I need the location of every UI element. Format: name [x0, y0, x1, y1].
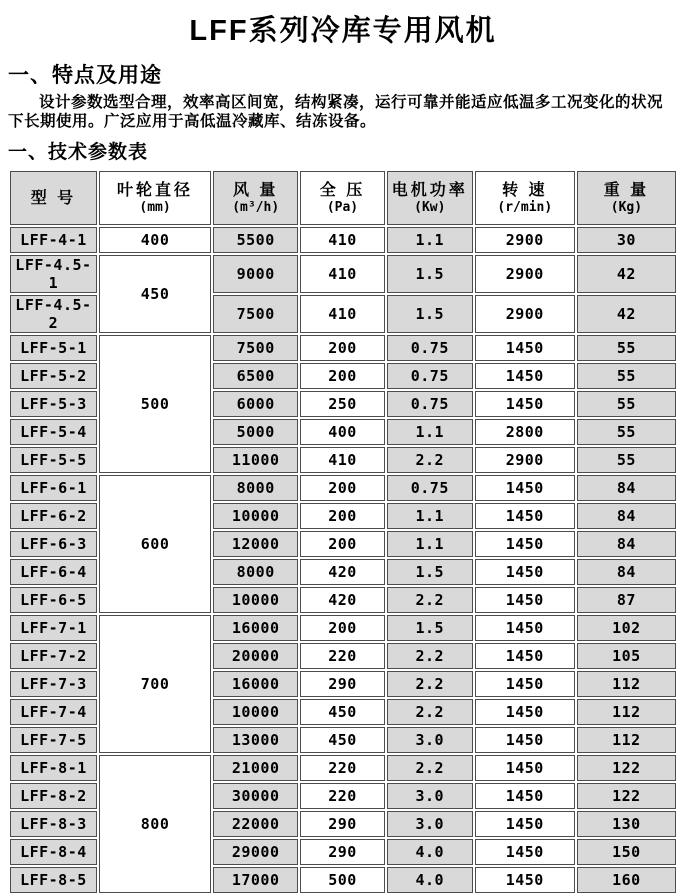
power-cell: 0.75 — [387, 335, 473, 361]
col-header-unit: (Pa) — [326, 200, 359, 215]
airflow-cell: 10000 — [213, 699, 298, 725]
model-cell: LFF-7-3 — [10, 671, 97, 697]
power-cell: 3.0 — [387, 811, 473, 837]
table-row — [10, 615, 676, 641]
power-cell: 2.2 — [387, 447, 473, 473]
speed-cell: 1450 — [475, 811, 575, 837]
speed-cell: 2900 — [475, 295, 575, 333]
pressure-cell: 450 — [300, 727, 385, 753]
weight-cell: 112 — [577, 699, 676, 725]
col-header-pressure — [300, 171, 385, 225]
weight-cell: 150 — [577, 839, 676, 865]
spec-table-body — [10, 227, 676, 893]
airflow-cell: 5000 — [213, 419, 298, 445]
pressure-cell: 500 — [300, 867, 385, 893]
diameter-cell: 450 — [99, 255, 211, 333]
diameter-cell: 800 — [99, 755, 211, 893]
col-header-unit: (r/min) — [497, 200, 553, 215]
power-cell: 4.0 — [387, 839, 473, 865]
col-header-model — [10, 171, 97, 225]
weight-cell: 130 — [577, 811, 676, 837]
airflow-cell: 6000 — [213, 391, 298, 417]
model-cell: LFF-6-2 — [10, 503, 97, 529]
power-cell: 2.2 — [387, 755, 473, 781]
airflow-cell: 30000 — [213, 783, 298, 809]
col-header-speed — [475, 171, 575, 225]
airflow-cell: 29000 — [213, 839, 298, 865]
speed-cell: 1450 — [475, 391, 575, 417]
pressure-cell: 290 — [300, 671, 385, 697]
diameter-cell: 500 — [99, 335, 211, 473]
power-cell: 4.0 — [387, 867, 473, 893]
col-header-label: 转 速 — [502, 182, 548, 199]
weight-cell: 112 — [577, 727, 676, 753]
airflow-cell: 17000 — [213, 867, 298, 893]
airflow-cell: 16000 — [213, 671, 298, 697]
model-cell: LFF-4.5-1 — [10, 255, 97, 293]
airflow-cell: 10000 — [213, 503, 298, 529]
pressure-cell: 420 — [300, 587, 385, 613]
pressure-cell: 200 — [300, 531, 385, 557]
power-cell: 3.0 — [387, 783, 473, 809]
airflow-cell: 20000 — [213, 643, 298, 669]
weight-cell: 84 — [577, 531, 676, 557]
col-header-label: 重 量 — [603, 182, 650, 199]
airflow-cell: 8000 — [213, 559, 298, 585]
power-cell: 1.5 — [387, 295, 473, 333]
col-header-label: 电机功率 — [391, 182, 468, 199]
col-header-power — [387, 171, 473, 225]
speed-cell: 1450 — [475, 783, 575, 809]
model-cell: LFF-7-2 — [10, 643, 97, 669]
model-cell: LFF-6-5 — [10, 587, 97, 613]
spec-table-header — [10, 171, 676, 225]
model-cell: LFF-8-4 — [10, 839, 97, 865]
pressure-cell: 410 — [300, 255, 385, 293]
speed-cell: 1450 — [475, 363, 575, 389]
header-row — [10, 171, 676, 225]
speed-cell: 1450 — [475, 531, 575, 557]
weight-cell: 42 — [577, 255, 676, 293]
pressure-cell: 200 — [300, 475, 385, 501]
pressure-cell: 200 — [300, 503, 385, 529]
table-row — [10, 227, 676, 253]
weight-cell: 112 — [577, 671, 676, 697]
speed-cell: 1450 — [475, 503, 575, 529]
pressure-cell: 250 — [300, 391, 385, 417]
weight-cell: 55 — [577, 335, 676, 361]
model-cell: LFF-6-1 — [10, 475, 97, 501]
col-header-label: 风 量 — [232, 182, 279, 199]
speed-cell: 1450 — [475, 671, 575, 697]
features-paragraph: 设计参数选型合理，效率高区间宽，结构紧凑，运行可靠并能适应低温多工况变化的状况下长期使用。广泛应用于高低温冷藏库、结冻设备。 — [8, 94, 664, 130]
model-cell: LFF-5-2 — [10, 363, 97, 389]
power-cell: 2.2 — [387, 643, 473, 669]
col-header-unit: (mm) — [139, 200, 171, 215]
speed-cell: 1450 — [475, 587, 575, 613]
model-cell: LFF-6-3 — [10, 531, 97, 557]
airflow-cell: 21000 — [213, 755, 298, 781]
weight-cell: 122 — [577, 755, 676, 781]
pressure-cell: 450 — [300, 699, 385, 725]
power-cell: 3.0 — [387, 727, 473, 753]
pressure-cell: 400 — [300, 419, 385, 445]
model-cell: LFF-8-1 — [10, 755, 97, 781]
airflow-cell: 11000 — [213, 447, 298, 473]
col-header-unit: (Kg) — [610, 200, 643, 215]
model-cell: LFF-4.5-2 — [10, 295, 97, 333]
speed-cell: 1450 — [475, 559, 575, 585]
model-cell: LFF-7-4 — [10, 699, 97, 725]
features-heading: 一、特点及用途 — [8, 64, 162, 87]
col-header-diameter — [99, 171, 211, 225]
weight-cell: 42 — [577, 295, 676, 333]
power-cell: 1.1 — [387, 531, 473, 557]
model-cell: LFF-6-4 — [10, 559, 97, 585]
weight-cell: 30 — [577, 227, 676, 253]
power-cell: 0.75 — [387, 475, 473, 501]
speed-cell: 2900 — [475, 447, 575, 473]
speed-cell: 2900 — [475, 255, 575, 293]
pressure-cell: 200 — [300, 335, 385, 361]
pressure-cell: 420 — [300, 559, 385, 585]
col-header-label: 全 压 — [319, 182, 366, 199]
weight-cell: 55 — [577, 363, 676, 389]
pressure-cell: 220 — [300, 783, 385, 809]
spec-table — [8, 169, 678, 893]
power-cell: 1.5 — [387, 559, 473, 585]
power-cell: 2.2 — [387, 699, 473, 725]
pressure-cell: 200 — [300, 615, 385, 641]
table-row — [10, 335, 676, 361]
speed-cell: 1450 — [475, 643, 575, 669]
airflow-cell: 10000 — [213, 587, 298, 613]
speed-cell: 1450 — [475, 699, 575, 725]
model-cell: LFF-5-4 — [10, 419, 97, 445]
weight-cell: 55 — [577, 391, 676, 417]
diameter-cell: 400 — [99, 227, 211, 253]
speed-cell: 1450 — [475, 335, 575, 361]
col-header-weight — [577, 171, 676, 225]
power-cell: 1.5 — [387, 255, 473, 293]
table-row — [10, 475, 676, 501]
power-cell: 1.1 — [387, 503, 473, 529]
airflow-cell: 9000 — [213, 255, 298, 293]
weight-cell: 102 — [577, 615, 676, 641]
weight-cell: 87 — [577, 587, 676, 613]
power-cell: 0.75 — [387, 391, 473, 417]
col-header-label: 型 号 — [30, 189, 77, 207]
airflow-cell: 8000 — [213, 475, 298, 501]
weight-cell: 160 — [577, 867, 676, 893]
weight-cell: 84 — [577, 559, 676, 585]
col-header-label: 叶轮直径 — [117, 182, 194, 199]
model-cell: LFF-8-2 — [10, 783, 97, 809]
pressure-cell: 410 — [300, 227, 385, 253]
model-cell: LFF-4-1 — [10, 227, 97, 253]
speed-cell: 1450 — [475, 727, 575, 753]
model-cell: LFF-7-1 — [10, 615, 97, 641]
weight-cell: 122 — [577, 783, 676, 809]
power-cell: 2.2 — [387, 587, 473, 613]
table-row — [10, 755, 676, 781]
speed-cell: 1450 — [475, 615, 575, 641]
airflow-cell: 16000 — [213, 615, 298, 641]
pressure-cell: 220 — [300, 755, 385, 781]
power-cell: 1.1 — [387, 419, 473, 445]
speed-cell: 1450 — [475, 839, 575, 865]
model-cell: LFF-5-1 — [10, 335, 97, 361]
weight-cell: 84 — [577, 475, 676, 501]
speed-cell: 2900 — [475, 227, 575, 253]
speed-cell: 1450 — [475, 867, 575, 893]
weight-cell: 55 — [577, 419, 676, 445]
speed-cell: 1450 — [475, 755, 575, 781]
power-cell: 2.2 — [387, 671, 473, 697]
airflow-cell: 5500 — [213, 227, 298, 253]
model-cell: LFF-5-3 — [10, 391, 97, 417]
diameter-cell: 600 — [99, 475, 211, 613]
model-cell: LFF-8-5 — [10, 867, 97, 893]
speed-cell: 1450 — [475, 475, 575, 501]
speed-cell: 2800 — [475, 419, 575, 445]
diameter-cell: 700 — [99, 615, 211, 753]
pressure-cell: 290 — [300, 839, 385, 865]
airflow-cell: 7500 — [213, 295, 298, 333]
pressure-cell: 290 — [300, 811, 385, 837]
weight-cell: 105 — [577, 643, 676, 669]
power-cell: 1.5 — [387, 615, 473, 641]
page-title: LFF系列冷库专用风机 — [189, 15, 497, 47]
pressure-cell: 200 — [300, 363, 385, 389]
col-header-unit: (m³/h) — [232, 200, 280, 215]
weight-cell: 84 — [577, 503, 676, 529]
power-cell: 1.1 — [387, 227, 473, 253]
model-cell: LFF-8-3 — [10, 811, 97, 837]
table-row — [10, 255, 676, 293]
col-header-airflow — [213, 171, 298, 225]
pressure-cell: 220 — [300, 643, 385, 669]
power-cell: 0.75 — [387, 363, 473, 389]
spec-table-heading: 一、技术参数表 — [8, 142, 149, 163]
model-cell: LFF-7-5 — [10, 727, 97, 753]
airflow-cell: 7500 — [213, 335, 298, 361]
col-header-unit: (Kw) — [414, 200, 446, 215]
weight-cell: 55 — [577, 447, 676, 473]
airflow-cell: 22000 — [213, 811, 298, 837]
pressure-cell: 410 — [300, 295, 385, 333]
airflow-cell: 12000 — [213, 531, 298, 557]
airflow-cell: 13000 — [213, 727, 298, 753]
pressure-cell: 410 — [300, 447, 385, 473]
model-cell: LFF-5-5 — [10, 447, 97, 473]
airflow-cell: 6500 — [213, 363, 298, 389]
